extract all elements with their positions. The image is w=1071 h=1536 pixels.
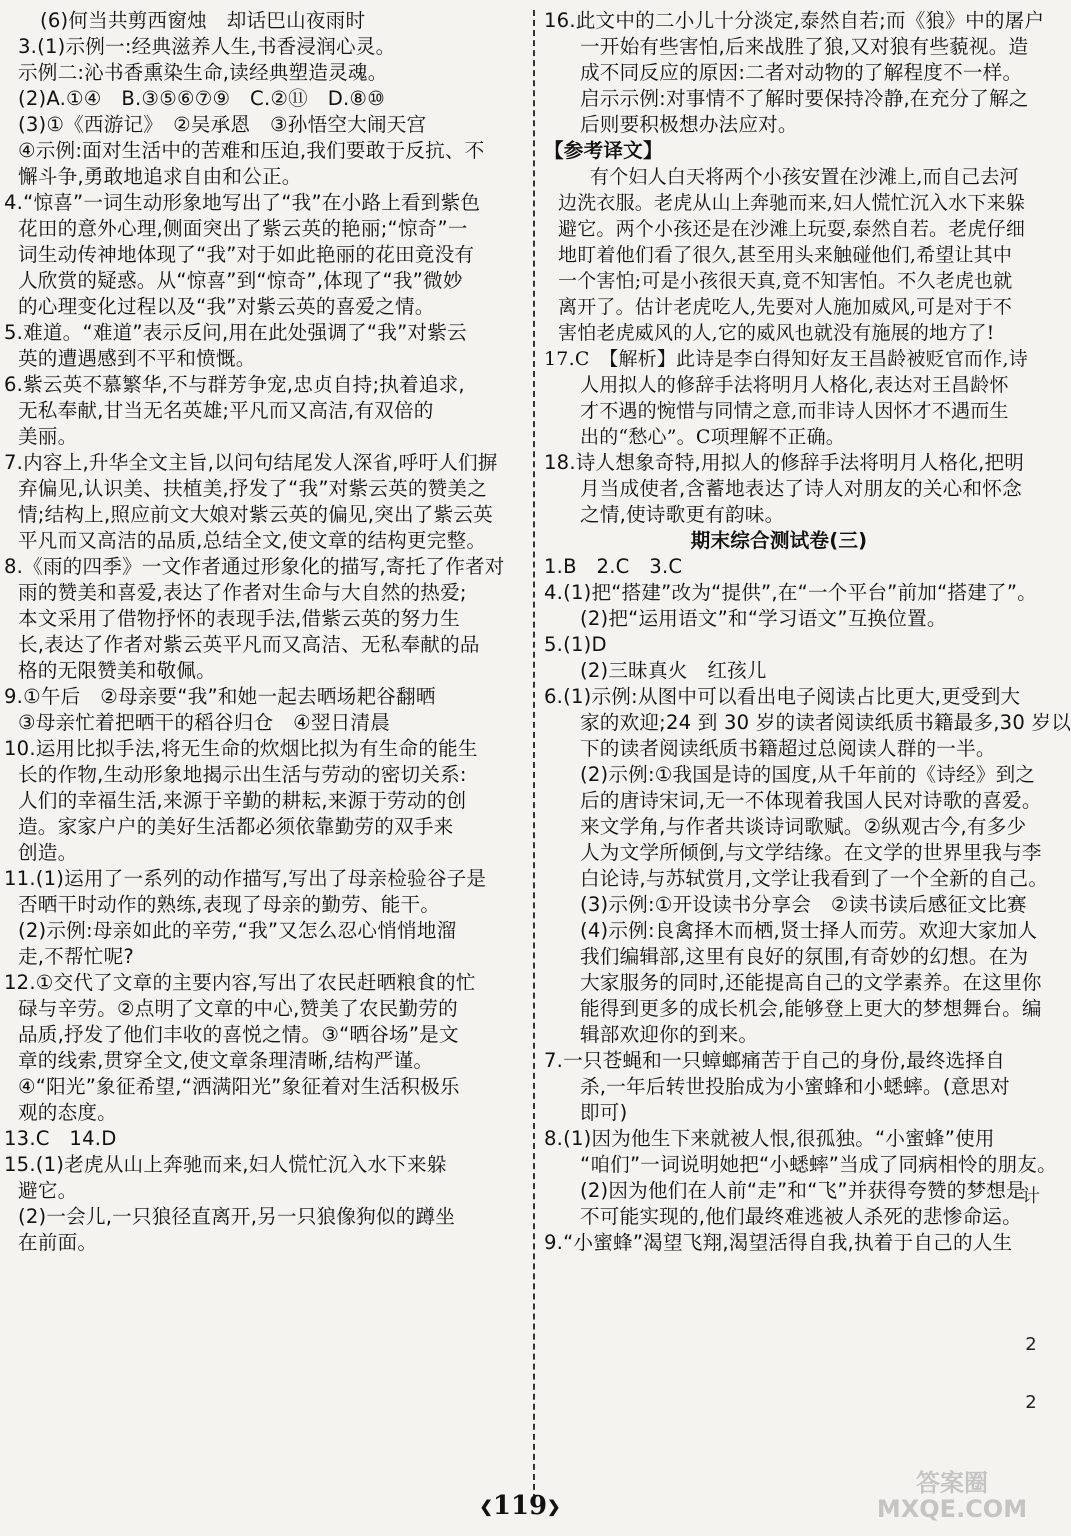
answer-line-right: 一开始有些害怕,后来战胜了狼,又对狼有些藐视。造 — [580, 35, 1029, 58]
answer-line-right: 有个妇人白天将两个小孩安置在沙滩上,而自己去河 — [590, 166, 1019, 188]
answer-line: 雨的赞美和喜爱,表达了作者对生命与大自然的热爱; — [18, 581, 467, 604]
answer-line: 人欣赏的疑惑。从“惊喜”到“惊奇”,体现了“我”微妙 — [18, 269, 463, 292]
answer-line: 美丽。 — [18, 425, 78, 448]
answer-line: 8.《雨的四季》一文作者通过形象化的描写,寄托了作者对 — [4, 555, 505, 578]
answer-line-right: 来文学角,与作者共谈诗词歌赋。②纵观古今,有多少 — [580, 815, 1027, 838]
answer-line: 4.“惊喜”一词生动形象地写出了“我”在小路上看到紫色 — [4, 191, 481, 214]
answer-line-right: 即可) — [580, 1101, 628, 1124]
answer-line-right: 4.(1)把“搭建”改为“提供”,在“一个平台”前加“搭建了”。 — [544, 581, 1037, 604]
answer-line: 人们的幸福生活,来源于辛勤的耕耘,来源于劳动的创 — [18, 789, 467, 812]
answer-line-right: 不可能实现的,他们最终难逃被人杀死的悲惨命运。 — [580, 1205, 1022, 1228]
answer-line: 长的作物,生动形象地揭示出生活与劳动的密切关系: — [18, 763, 467, 786]
answer-line-right: 后的唐诗宋词,无一不体现着我国人民对诗歌的喜爱。 — [580, 789, 1042, 812]
answer-line: 的心理变化过程以及“我”对紫云英的喜爱之情。 — [18, 295, 435, 318]
answer-line: 15.(1)老虎从山上奔驰而来,妇人慌忙沉入水下来躲 — [4, 1153, 447, 1176]
answer-line-right: (2)把“运用语文”和“学习语文”互换位置。 — [580, 607, 947, 630]
answer-line: 示例二:沁书香熏染生命,读经典塑造灵魂。 — [18, 61, 388, 84]
answer-line-right: 下的读者阅读纸质书籍超过总阅读人群的一半。 — [580, 737, 996, 760]
answer-line: ④示例:面对生活中的苦难和压迫,我们要敢于反抗、不 — [18, 139, 485, 162]
answer-line: ④“阳光”象征希望,“洒满阳光”象征着对生活积极乐 — [18, 1075, 460, 1098]
answer-line-right: 地盯着他们看了很久,甚至用头来触碰他们,希望让其中 — [558, 244, 1013, 266]
answer-line: 懈斗争,勇敢地追求自由和公正。 — [18, 165, 302, 188]
answer-line-right: 避它。两个小孩还是在沙滩上玩耍,泰然自若。老虎仔细 — [558, 218, 1026, 240]
answer-line: 平凡而又高洁的品质,总结全文,使文章的结构更完整。 — [18, 529, 487, 552]
answer-line: 否晒干时动作的熟练,表现了母亲的勤劳、能干。 — [18, 893, 441, 916]
answer-line: 11.(1)运用了一系列的动作描写,写出了母亲检验谷子是 — [4, 867, 487, 890]
answer-line-right: 害怕老虎威风的人,它的威风也就没有施展的地方了! — [558, 322, 995, 344]
answer-line: 9.①午后 ②母亲要“我”和她一起去晒场耙谷翻晒 — [4, 685, 436, 708]
answer-line-right: (4)示例:良禽择木而栖,贤士择人而劳。欢迎大家加人 — [580, 919, 1038, 942]
watermark — [862, 1470, 1042, 1536]
answer-line: (2)示例:母亲如此的辛劳,“我”又怎么忍心悄悄地溜 — [18, 919, 457, 942]
answer-line-right: “咱们”一词说明她把“小蟋蟀”当成了同病相怜的朋友。 — [580, 1153, 1057, 1176]
answer-line-right: 16.此文中的二小儿十分淡定,泰然自若;而《狼》中的屠户 — [544, 9, 1045, 32]
answer-line-right: 5.(1)D — [544, 633, 607, 656]
answer-line: 花田的意外心理,侧面突出了紫云英的艳丽;“惊奇”一 — [18, 217, 468, 240]
answer-line: 走,不帮忙呢? — [18, 945, 134, 968]
right-column — [544, 8, 1071, 1256]
answer-line: 品质,抒发了他们丰收的喜悦之情。③“晒谷场”是文 — [18, 1023, 459, 1046]
answer-line-right: 期末综合测试卷(三) — [690, 529, 868, 552]
answer-line-right: (3)示例:①开设读书分享会 ②读书读后感征文比赛 — [580, 893, 1027, 916]
answer-line-right: 6.(1)示例:从图中可以看出电子阅读占比更大,更受到大 — [544, 685, 1021, 708]
answer-line-right: 7.一只苍蝇和一只蟑螂痛苦于自己的身份,最终选择自 — [544, 1049, 1005, 1072]
answer-line: 7.内容上,升华全文主旨,以问句结尾发人深省,呼吁人们摒 — [4, 451, 498, 474]
answer-line: (6)何当共剪西窗烛 却话巴山夜雨时 — [40, 9, 366, 32]
page-number: ❮119❯ — [479, 1491, 561, 1521]
answer-line: ③母亲忙着把晒干的稻谷归仓 ④翌日清晨 — [18, 711, 391, 734]
answer-line: 避它。 — [18, 1179, 78, 1202]
answer-line-right: 白论诗,与苏轼赏月,文学让我看到了一个全新的自己。 — [580, 867, 1049, 890]
answer-line-right: 辑部欢迎你的到来。 — [580, 1023, 759, 1046]
answer-line-right: 9.“小蜜蜂”渴望飞翔,渴望活得自我,执着于自己的人生 — [544, 1231, 1013, 1254]
answer-line-right: 8.(1)因为他生下来就被人恨,很孤独。“小蜜蜂”使用 — [544, 1127, 995, 1150]
answer-line: 5.难道。“难道”表示反问,用在此处强调了“我”对紫云 — [4, 321, 467, 344]
edge-mark: 2 — [1025, 1334, 1037, 1355]
answer-line: 本文采用了借物抒怀的表现手法,借紫云英的努力生 — [18, 607, 460, 630]
answer-line-right: 离开了。估计老虎吃人,先要对人施加威风,可是对于不 — [558, 296, 1013, 318]
answer-line-right: (2)三昧真火 红孩儿 — [580, 659, 767, 682]
answer-line-right: 出的“愁心”。C项理解不正确。 — [580, 426, 845, 448]
answer-line-right: 后则要积极想办法应对。 — [580, 113, 798, 136]
answer-line: 情;结构上,照应前文大娘对紫云英的偏见,突出了紫云英 — [18, 503, 493, 526]
answer-line: 6.紫云英不慕繁华,不与群芳争宠,忠贞自持;执着追求, — [4, 373, 465, 396]
answer-line: 3.(1)示例一:经典滋养人生,书香浸润心灵。 — [18, 35, 396, 58]
answer-line-right: (2)示例:①我国是诗的国度,从千年前的《诗经》到之 — [580, 763, 1036, 786]
answer-line-right: 启示示例:对事情不了解时要保持冷静,在充分了解之 — [580, 87, 1029, 110]
watermark-url: MXQE.COM — [876, 1495, 1028, 1523]
answer-line-right: 18.诗人想象奇特,用拟人的修辞手法将明月人格化,把明 — [544, 451, 1025, 474]
answer-line: 碌与辛劳。②点明了文章的中心,赞美了农民勤劳的 — [18, 997, 458, 1020]
answer-line-right: 1.B 2.C 3.C — [544, 555, 683, 578]
answer-line: (2)A.①④ B.③⑤⑥⑦⑨ C.②⑪ D.⑧⑩ — [18, 87, 385, 110]
answer-line: 无私奉献,甘当无名英雄;平凡而又高洁,有双倍的 — [18, 399, 434, 422]
answer-line: 在前面。 — [18, 1231, 98, 1254]
answer-line-right: 月当成使者,含蓄地表达了诗人对朋友的关心和怀念 — [580, 477, 1022, 500]
answer-line-right: 一个害怕;可是小孩很天真,竟不知害怕。不久老虎也就 — [558, 270, 1013, 292]
left-ornament-icon: ❮ — [479, 1497, 493, 1516]
answer-line-right: 【参考译文】 — [544, 139, 663, 162]
answer-line: 词生动传神地体现了“我”对于如此艳丽的花田竟没有 — [18, 243, 475, 266]
answer-line-right: 17.C 【解析】此诗是李白得知好友王昌龄被贬官而作,诗 — [544, 348, 1028, 370]
answer-line-right: 家的欢迎;24 到 30 岁的读者阅读纸质书籍最多,30 岁以 — [580, 711, 1071, 734]
answer-line-right: 人为文学所倾倒,与文学结缘。在文学的世界里我与李 — [580, 841, 1042, 864]
answer-line: 格的无限赞美和敬佩。 — [18, 659, 216, 682]
answer-line: 10.运用比拟手法,将无生命的炊烟比拟为有生命的能生 — [4, 737, 478, 760]
answer-line: 创造。 — [18, 841, 78, 864]
answer-line-right: 大家服务的同时,还能提高自己的文学素养。在这里你 — [580, 971, 1042, 994]
answer-line: 英的遭遇感到不平和愤慨。 — [18, 347, 256, 370]
answer-line-right: 我们编辑部,这里有良好的氛围,有奇妙的幻想。在为 — [580, 945, 1029, 968]
answer-line: 造。家家户户的美好生活都必须依靠勤劳的双手来 — [18, 815, 454, 838]
answer-line-right: 成不同反应的原因:二者对动物的了解程度不一样。 — [580, 61, 1023, 84]
left-column — [4, 8, 524, 1256]
edge-mark: 2 — [1025, 1392, 1037, 1413]
answer-line: (3)①《西游记》 ②吴承恩 ③孙悟空大闹天宫 — [18, 113, 427, 136]
answer-line: 13.C 14.D — [4, 1127, 117, 1150]
column-divider — [533, 10, 535, 1500]
answer-line-right: (2)因为他们在人前“走”和“飞”并获得夸赞的梦想是 — [580, 1179, 1026, 1202]
edge-mark: 计 — [1022, 1186, 1040, 1207]
answer-line: 观的态度。 — [18, 1101, 117, 1124]
answer-line-right: 能得到更多的成长机会,能够登上更大的梦想舞台。编 — [580, 997, 1042, 1020]
watermark-title: 答案圈 — [916, 1469, 988, 1497]
answer-line: (2)一会儿,一只狼径直离开,另一只狼像狗似的蹲坐 — [18, 1205, 456, 1228]
answer-line-right: 人用拟人的修辞手法将明月人格化,表达对王昌龄怀 — [580, 374, 1009, 396]
answer-line: 长,表达了作者对紫云英平凡而又高洁、无私奉献的品 — [18, 633, 480, 656]
answer-line: 12.①交代了文章的主要内容,写出了农民赶晒粮食的忙 — [4, 971, 476, 994]
answer-line-right: 杀,一年后转世投胎成为小蜜蜂和小蟋蟀。(意思对 — [580, 1075, 1010, 1098]
answer-line-right: 之情,使诗歌更有韵味。 — [580, 503, 785, 526]
right-ornament-icon: ❯ — [547, 1497, 561, 1516]
answer-line: 章的线索,贯穿全文,使文章条理清晰,结构严谨。 — [18, 1049, 434, 1072]
answer-line-right: 才不遇的惋惜与同情之意,而非诗人因怀才不遇而生 — [580, 400, 1009, 422]
answer-line-right: 边洗衣服。老虎从山上奔驰而来,妇人慌忙沉入水下来躲 — [558, 192, 1026, 214]
answer-line: 弃偏见,认识美、扶植美,抒发了“我”对紫云英的赞美之 — [18, 477, 488, 500]
